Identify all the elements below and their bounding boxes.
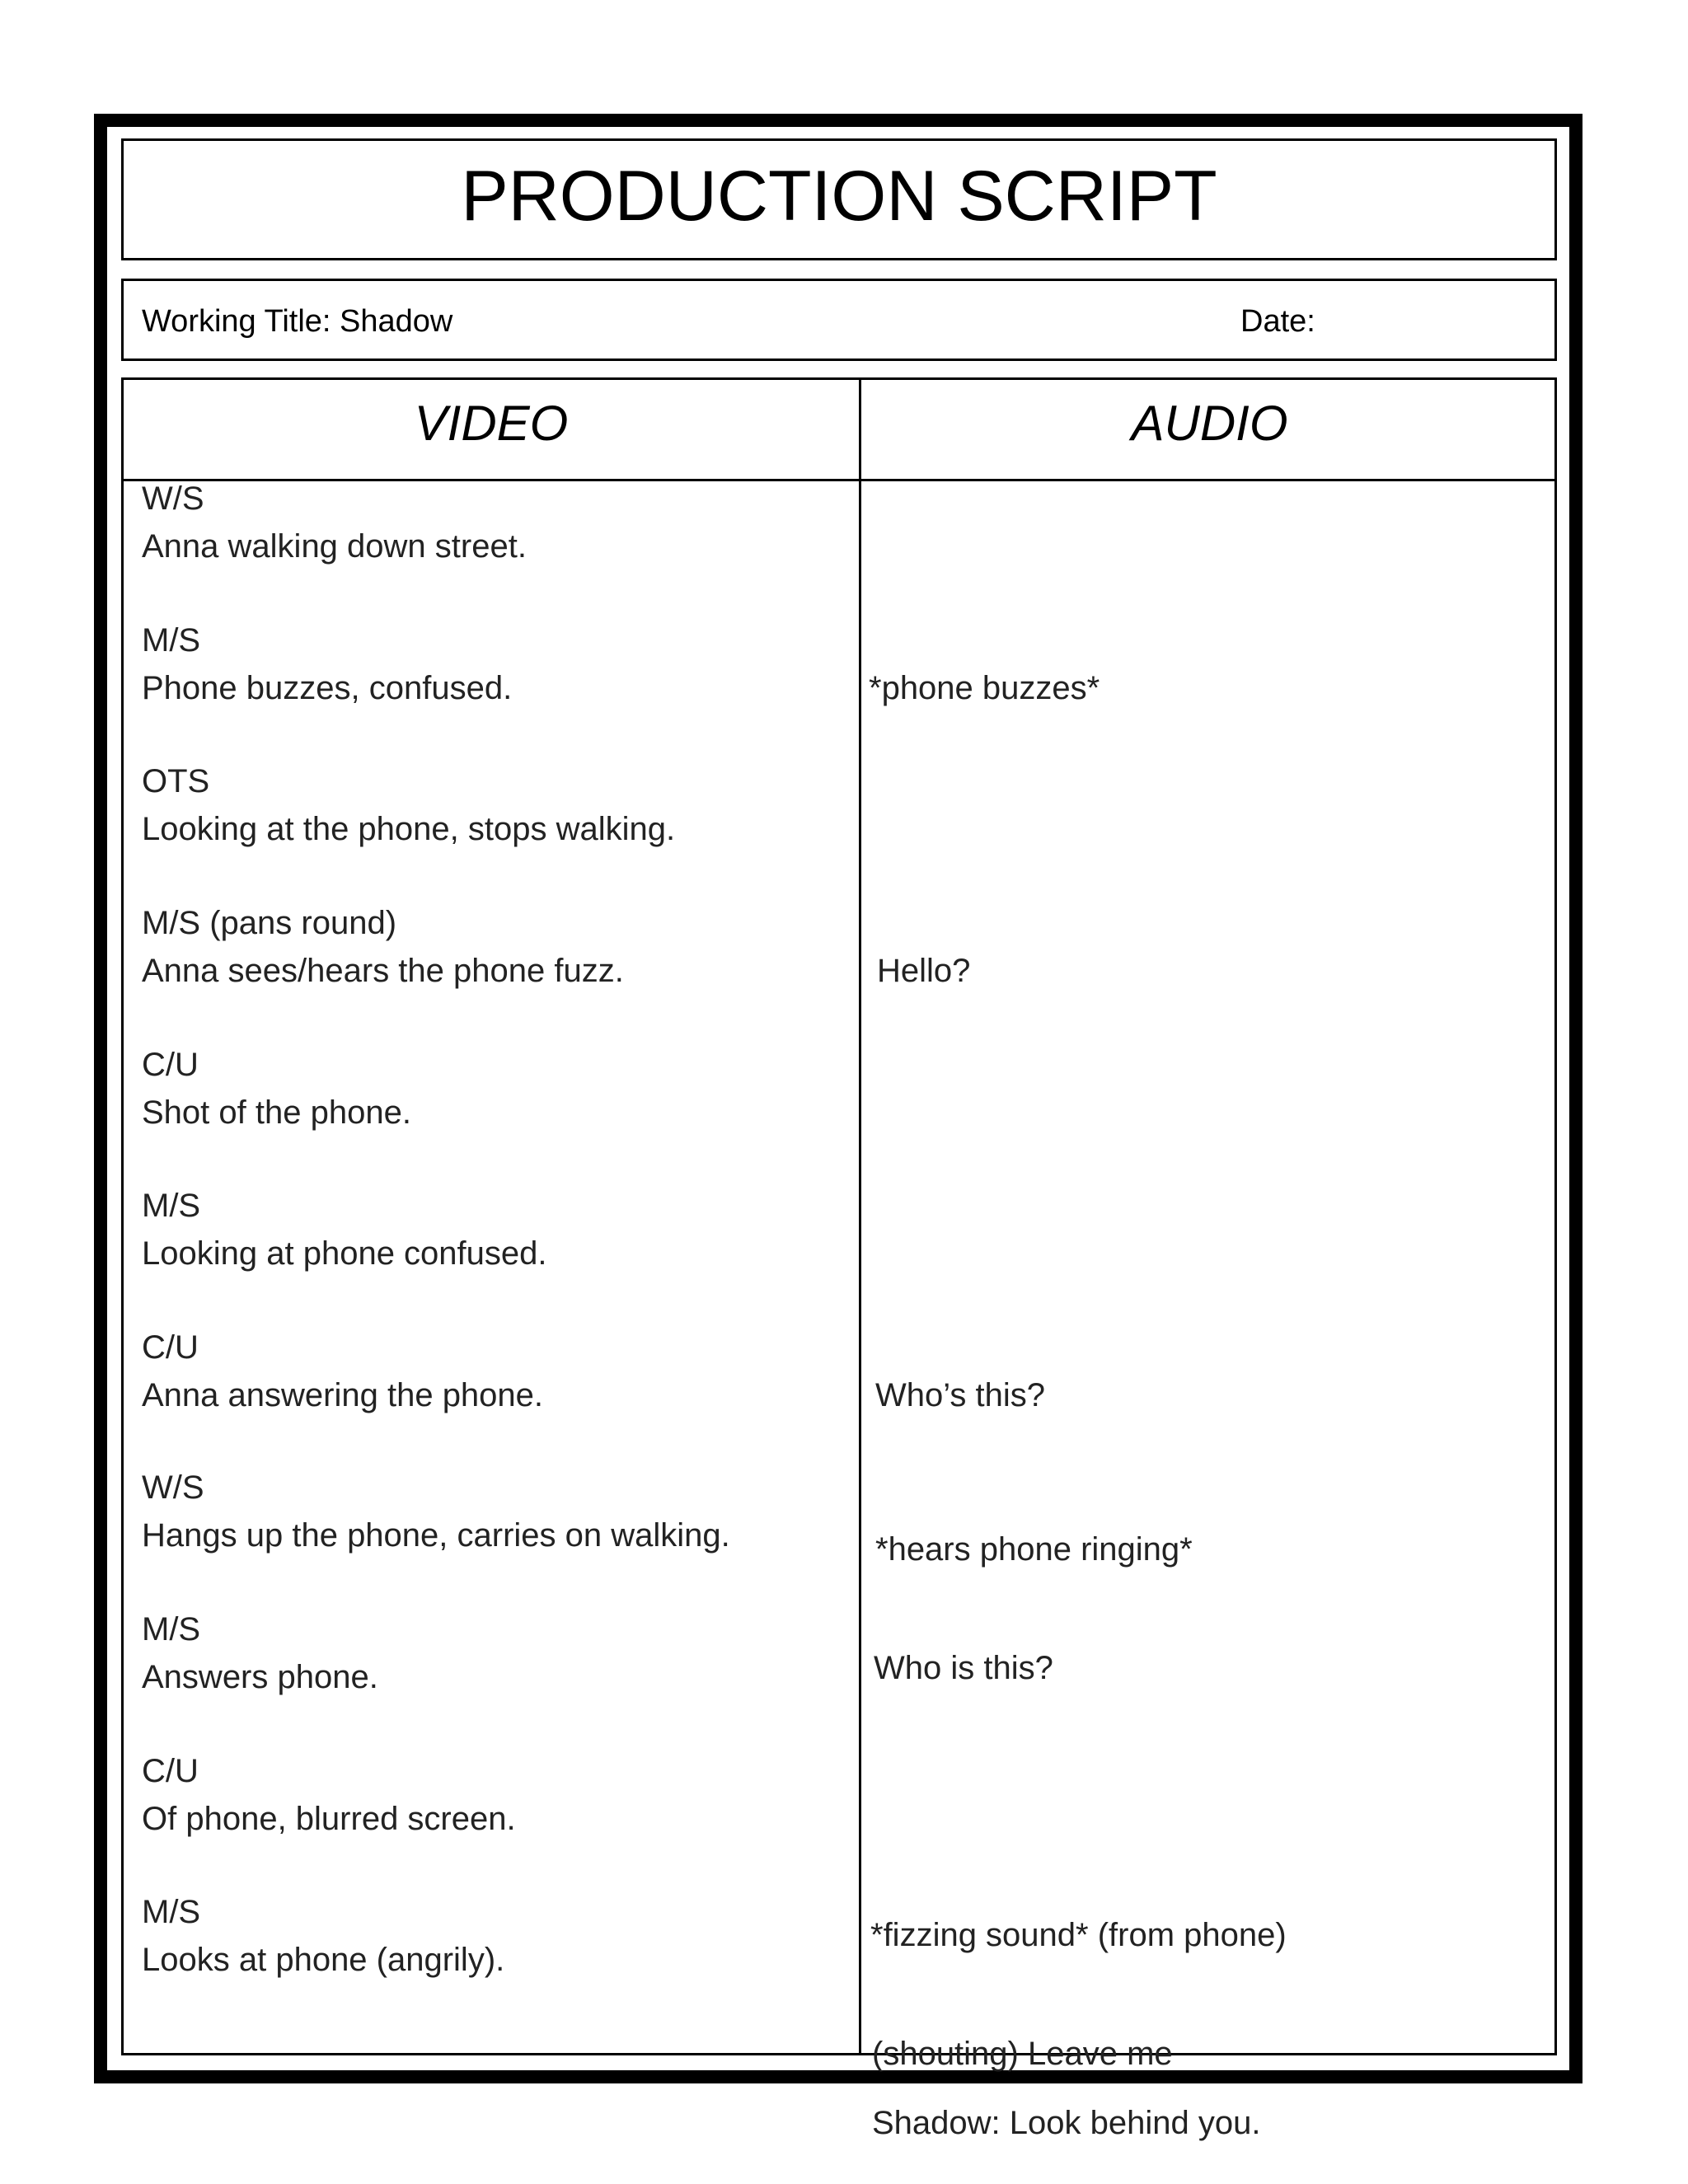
shot-type: M/S (pans round)	[142, 905, 397, 941]
scene-block	[142, 1605, 378, 1701]
scene-block	[142, 1888, 504, 1984]
column-divider	[859, 380, 861, 2053]
page-title: PRODUCTION SCRIPT	[461, 157, 1217, 236]
shot-type: M/S	[142, 1894, 201, 1930]
audio-line: (shouting) Leave me	[872, 2036, 1173, 2072]
shot-type: C/U	[142, 1047, 199, 1083]
shot-description: Looking at phone confused.	[142, 1235, 547, 1272]
date-label: Date:	[1240, 304, 1315, 339]
video-column-header: VIDEO	[414, 396, 569, 451]
shot-type: M/S	[142, 622, 201, 658]
audio-line: Who’s this?	[875, 1377, 1046, 1413]
scene-block	[142, 1464, 730, 1559]
shot-description: Anna walking down street.	[142, 528, 527, 565]
scene-block	[142, 616, 512, 712]
shot-type: W/S	[142, 1469, 204, 1506]
script-table	[121, 377, 1557, 2141]
shot-description: Of phone, blurred screen.	[142, 1801, 516, 1837]
shot-type: C/U	[142, 1329, 199, 1366]
scene-block	[142, 899, 624, 995]
shot-description: Answers phone.	[142, 1659, 378, 1695]
shot-description: Shot of the phone.	[142, 1094, 411, 1131]
shot-description: Hangs up the phone, carries on walking.	[142, 1517, 730, 1554]
scene-block	[142, 757, 675, 853]
scene-block	[142, 1182, 547, 1277]
working-title: Working Title: Shadow	[142, 304, 453, 339]
scene-block	[142, 1747, 516, 1843]
shot-description: Looking at the phone, stops walking.	[142, 811, 676, 847]
shot-type: C/U	[142, 1753, 199, 1789]
audio-line: Shadow: Look behind you.	[872, 2105, 1261, 2141]
audio-line: *phone buzzes*	[869, 670, 1100, 706]
title-box	[121, 138, 1557, 260]
audio-line: *hears phone ringing*	[875, 1531, 1193, 1568]
shot-type: W/S	[142, 480, 204, 517]
scene-block	[142, 1041, 411, 1137]
shot-type: OTS	[142, 763, 210, 799]
shot-description: Phone buzzes, confused.	[142, 670, 513, 706]
shot-description: Anna sees/hears the phone fuzz.	[142, 953, 624, 989]
scene-block	[142, 1324, 543, 1419]
audio-line: Who is this?	[874, 1650, 1053, 1686]
shot-type: M/S	[142, 1188, 201, 1224]
shot-type: M/S	[142, 1611, 201, 1647]
audio-column-header: AUDIO	[1131, 396, 1288, 451]
shot-description: Looks at phone (angrily).	[142, 1942, 505, 1978]
audio-line: *fizzing sound* (from phone)	[870, 1917, 1287, 1953]
scene-block	[142, 475, 527, 570]
info-box	[121, 279, 1557, 361]
shot-description: Anna answering the phone.	[142, 1377, 544, 1413]
audio-line: Hello?	[877, 953, 971, 989]
